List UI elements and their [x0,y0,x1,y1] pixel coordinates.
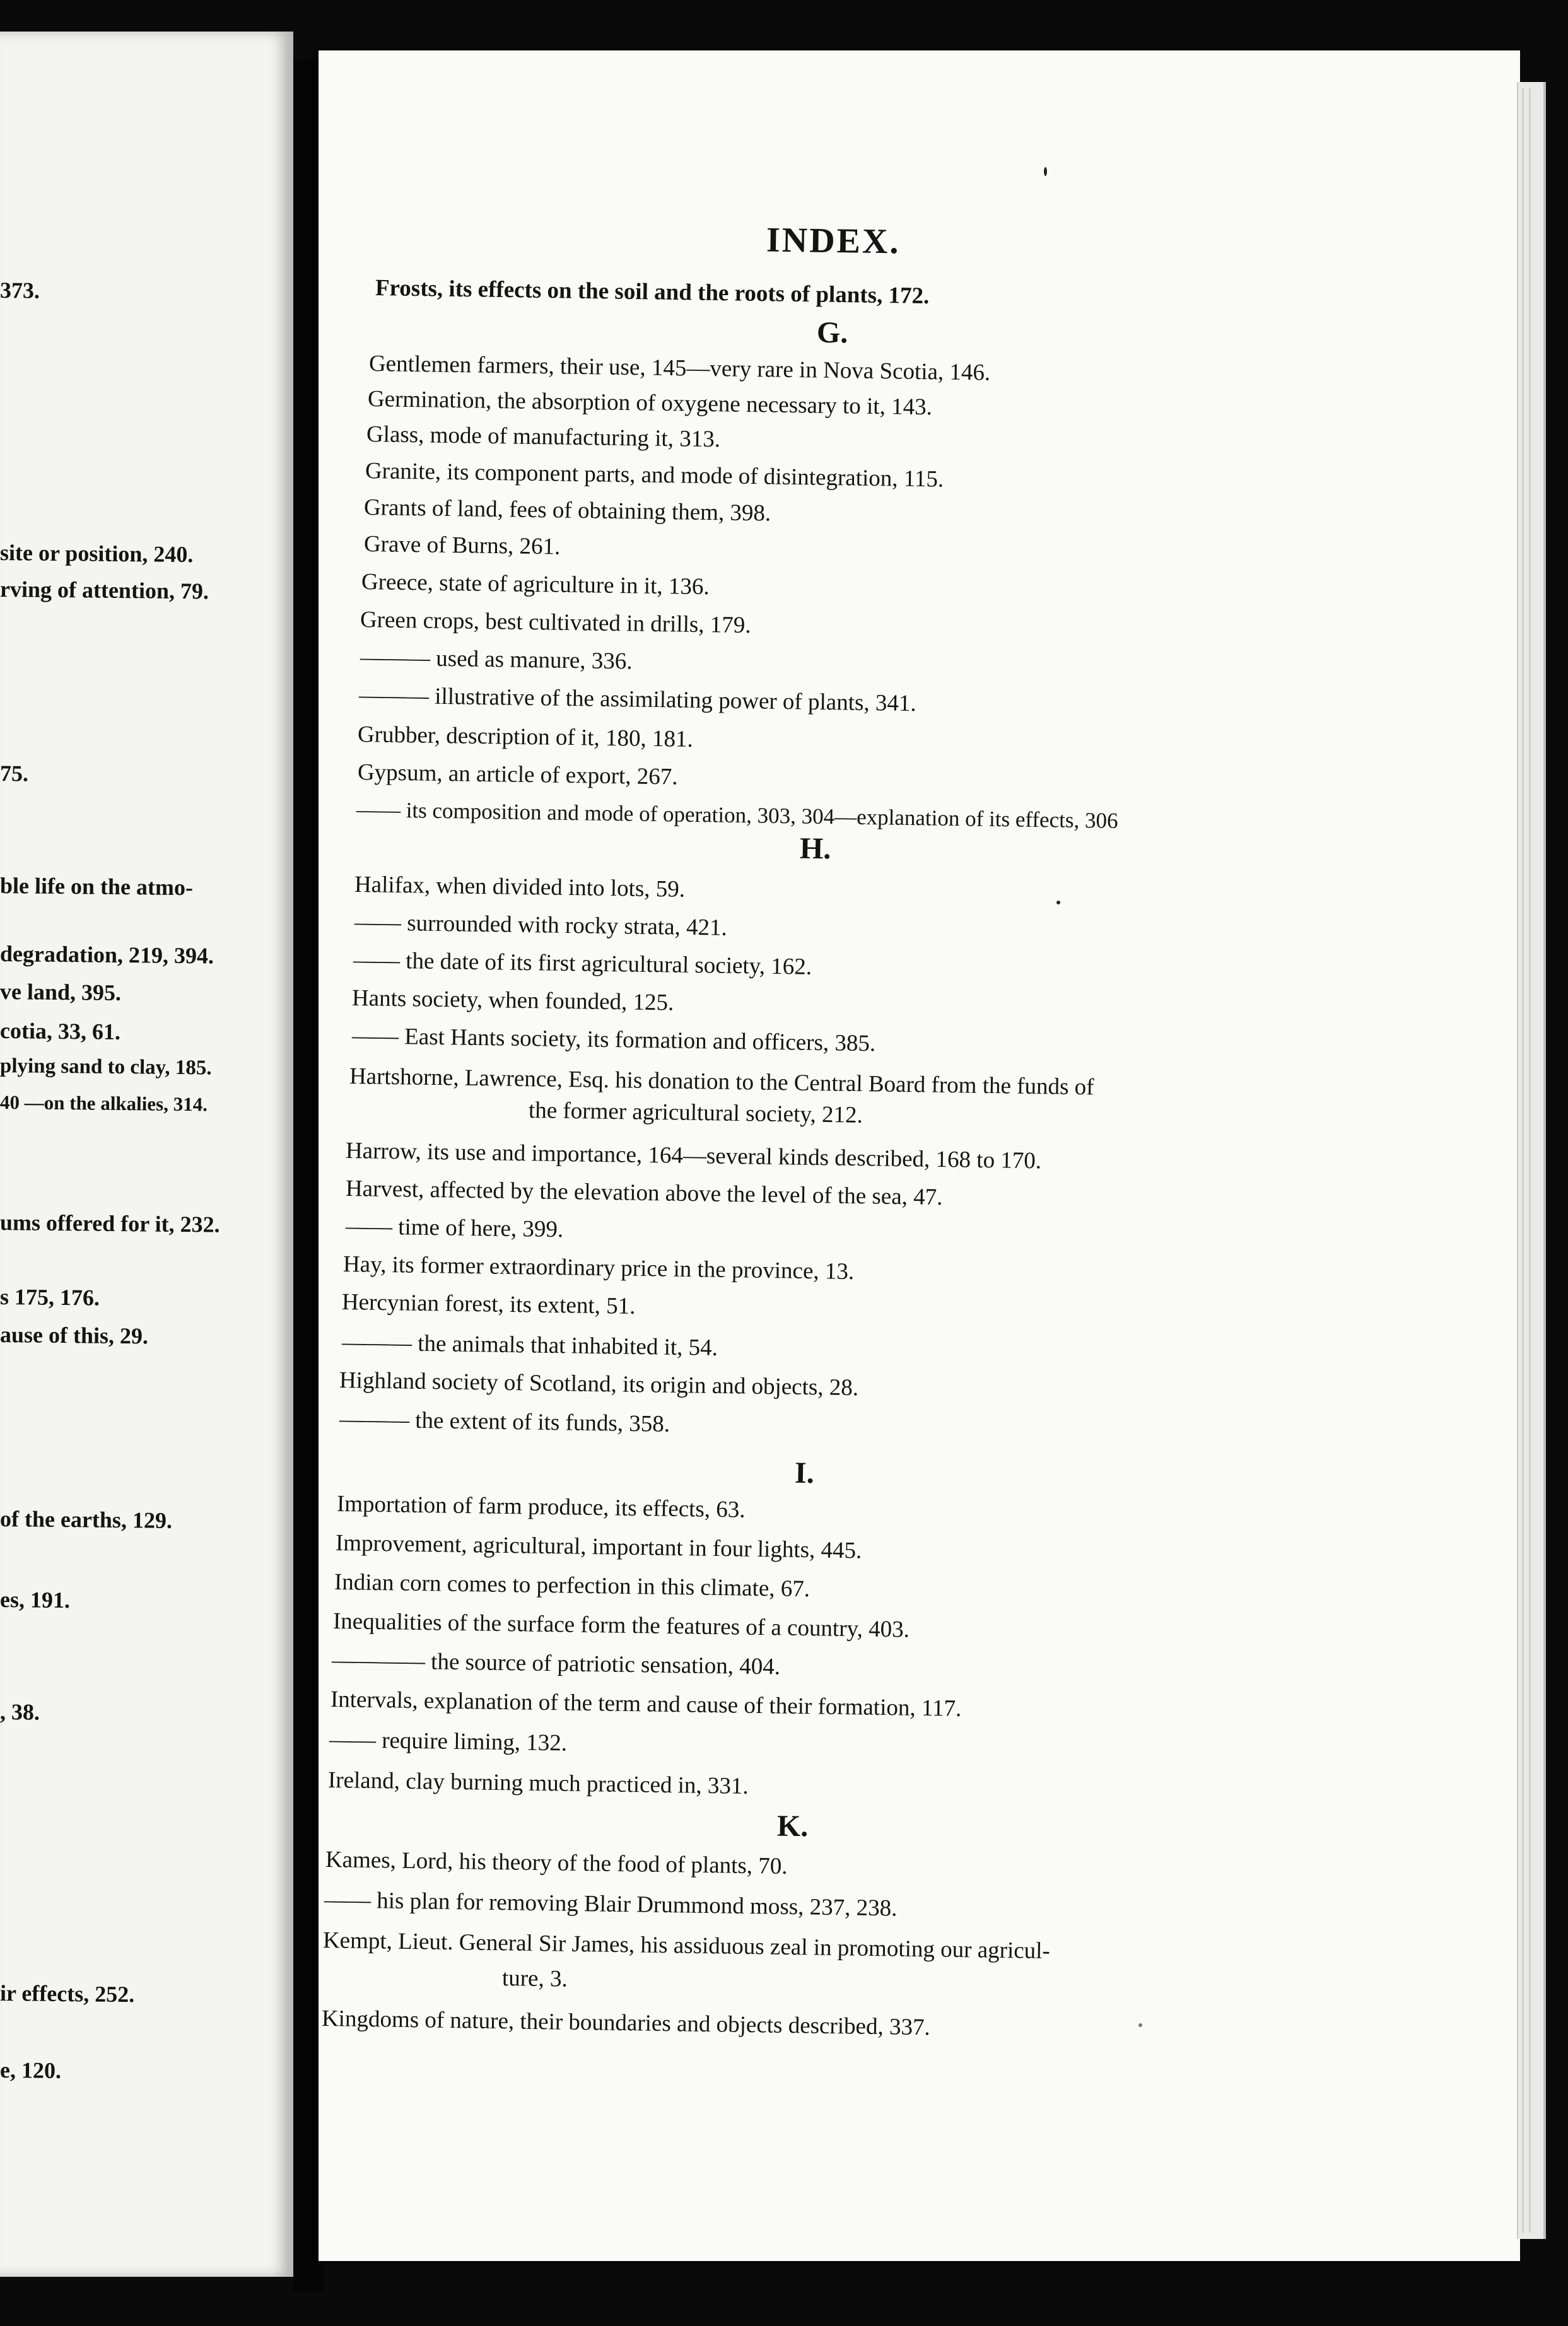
index-entry: Harvest, affected by the elevation above the level of the sea, 47. [345,1176,943,1211]
index-entry: ——— illustrative of the assimilating power of plants, 341. [358,682,916,717]
left-fragment: site or position, 240. [0,540,194,568]
index-entry: Gentlemen farmers, their use, 145—very rare in Nova Scotia, 146. [368,351,991,386]
index-entry: Hercynian forest, its extent, 51. [341,1289,636,1319]
left-fragment: plying sand to clay, 185. [0,1055,212,1080]
index-entry: —— require liming, 132. [329,1727,568,1756]
index-entry: Kempt, Lieut. General Sir James, his assiduous zeal in promoting our agricul- [322,1927,1051,1965]
index-entry: Grants of land, fees of obtaining them, 398. [363,494,771,527]
index-entry: Hants society, when founded, 125. [351,985,674,1016]
index-entry: ———— the source of patriotic sensation, 404. [331,1647,781,1680]
index-entry: Halifax, when divided into lots, 59. [354,872,686,903]
index-entry: —— his plan for removing Blair Drummond moss, 237, 238. [324,1887,898,1922]
scan-speck [1044,167,1047,176]
left-fragment: es, 191. [0,1587,71,1613]
left-fragment: 40 —on the alkalies, 314. [0,1091,208,1116]
index-entry: Ireland, clay burning much practiced in, 331. [327,1767,749,1799]
left-fragment: ir effects, 252. [0,1980,135,2007]
index-entry: ——— the animals that inhabited it, 54. [341,1330,718,1361]
index-entry: Harrow, its use and importance, 164—several kinds described, 168 to 170. [345,1138,1042,1174]
left-fragment: ve land, 395. [0,979,122,1006]
index-entry: Greece, state of agriculture in it, 136. [361,569,710,600]
left-fragment: e, 120. [0,2057,62,2084]
index-entry: Improvement, agricultural, important in four lights, 445. [335,1530,862,1564]
index-entry: Glass, mode of manufacturing it, 313. [366,421,721,453]
section-letter-g: G. [816,315,848,350]
index-entry: Hay, its former extraordinary price in the province, 13. [342,1251,855,1285]
left-fragment: ause of this, 29. [0,1322,149,1349]
index-entry: Kingdoms of nature, their boundaries and objects described, 337. [321,2006,931,2041]
index-entry: Grave of Burns, 261. [363,531,561,560]
index-entry: Intervals, explanation of the term and cause of their formation, 117. [330,1686,962,1722]
left-fragment: of the earths, 129. [0,1506,173,1533]
index-entry: ——— the extent of its funds, 358. [339,1406,670,1437]
left-fragment: s 175, 176. [0,1284,100,1311]
index-entry: ——— used as manure, 336. [360,645,633,675]
index-title: INDEX. [766,220,901,262]
index-entry: Hartshorne, Lawrence, Esq. his donation to the Central Board from the funds of [349,1063,1094,1101]
index-entry: Kames, Lord, his theory of the food of plants, 70. [325,1847,788,1879]
index-entry: —— time of here, 399. [345,1213,564,1243]
index-entry: Gypsum, an article of export, 267. [357,759,678,790]
section-letter-h: H. [799,831,831,866]
left-fragment: , 38. [0,1699,40,1725]
left-fragment: ble life on the atmo- [0,873,194,901]
left-page [0,32,293,2277]
left-fragment: rving of attention, 79. [0,576,209,604]
page-edge-line [1522,88,1524,2233]
index-entry: Grubber, description of it, 180, 181. [357,722,694,752]
page-edge-line [1529,88,1531,2233]
index-entry: —— East Hants society, its formation and officers, 385. [351,1023,876,1057]
index-entry: ture, 3. [501,1965,568,1992]
index-entry: Germination, the absorption of oxygene necessary to it, 143. [367,386,933,421]
left-fragment: degradation, 219, 394. [0,941,214,969]
index-entry: —— the date of its first agricultural society, 162. [353,947,812,980]
left-fragment: ums offered for it, 232. [0,1210,220,1237]
index-entry: Inequalities of the surface form the features of a country, 403. [332,1608,910,1643]
scan-speck [1056,901,1060,904]
index-entry: —— surrounded with rocky strata, 421. [354,909,728,941]
index-entry: Highland society of Scotland, its origin and objects, 28. [339,1367,859,1401]
index-entry: Green crops, best cultivated in drills, 179. [360,607,751,639]
left-fragment: 75. [0,761,29,786]
left-fragment: cotia, 33, 61. [0,1018,121,1044]
section-letter-i: I. [794,1456,815,1490]
section-letter-k: K. [776,1809,809,1844]
index-entry: —— its composition and mode of operation, 303, 304—explanation of its effects, 306 [356,797,1118,833]
index-entry: Importation of farm produce, its effects, 63. [336,1491,746,1523]
page-edge [1517,82,1546,2239]
index-entry: Indian corn comes to perfection in this climate, 67. [334,1569,810,1603]
scan-speck [1138,2023,1142,2027]
index-entry: Frosts, its effects on the soil and the roots of plants, 172. [375,275,930,310]
index-entry: Granite, its component parts, and mode of disintegration, 115. [365,458,944,493]
left-fragment: 373. [0,278,40,303]
index-entry: the former agricultural society, 212. [528,1097,863,1128]
